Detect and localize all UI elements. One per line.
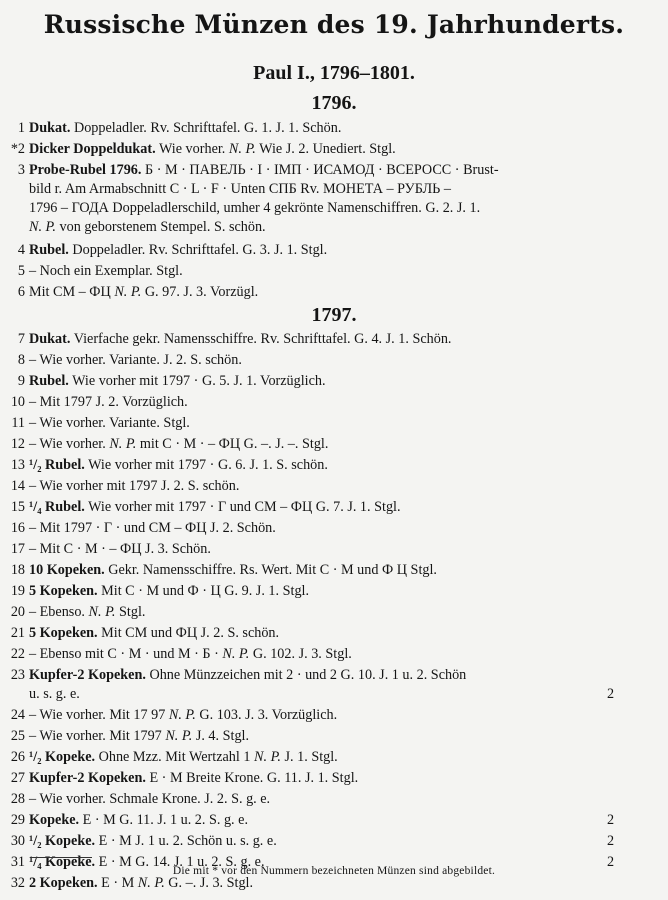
catalog-entry (0, 329, 668, 350)
entry-number: 16 (10, 520, 25, 536)
entry-description: – Wie vorher. (29, 436, 106, 452)
entry-description-cont: G. 102. J. 3. Stgl. (252, 646, 352, 662)
entry-number: 14 (10, 478, 25, 494)
coin-denomination: Rubel. (45, 457, 85, 473)
coin-denomination: Rubel. (29, 242, 69, 258)
entry-description: Wie vorher mit 1797 · Г und CM – ФЦ G. 7. J. 1. Stgl. (88, 499, 401, 515)
entry-number: 7 (17, 331, 25, 347)
denomination-fraction: ¹/₄ (29, 499, 42, 515)
entry-text (29, 139, 396, 160)
entry-text (29, 329, 451, 350)
entry-text (29, 392, 188, 413)
coin-denomination: Kopeke. (29, 812, 80, 828)
catalog-entry (0, 768, 668, 789)
entry-description: – Wie vorher. Mit 17 97 (29, 707, 166, 723)
catalog-entry (0, 518, 668, 539)
catalog-entry (0, 831, 668, 852)
entry-number: 12 (10, 436, 25, 452)
coin-denomination: 10 Kopeken. (29, 562, 105, 578)
entry-description: Б · М · ПАВЕЛЬ · I · IМП · ИСАМОД · ВСЕРОСС · Brust- (145, 162, 499, 178)
coin-denomination: Rubel. (45, 499, 85, 515)
denomination-fraction: ¹/₂ (29, 833, 42, 849)
abbrev-np: N. P. (254, 749, 281, 765)
abbrev-np: N. P. (88, 604, 116, 620)
page-title: Russische Münzen des 19. Jahrhunderts. (43, 10, 625, 39)
catalog-entry (0, 139, 668, 160)
coin-denomination: Kupfer-2 Kopeken. (29, 770, 146, 786)
coin-denomination: 5 Kopeken. (29, 583, 98, 599)
entry-number: 10 (10, 394, 25, 410)
entry-text (29, 768, 358, 789)
entry-text (29, 644, 352, 665)
entry-number: 23 (10, 667, 25, 683)
entry-text (29, 623, 279, 644)
entry-number: 24 (10, 707, 25, 723)
catalog-entry (0, 261, 668, 282)
entry-text (29, 350, 242, 371)
entry-description: Wie vorher mit 1797 · G. 5. J. 1. Vorzüglich. (72, 373, 326, 389)
coin-denomination: Kupfer-2 Kopeken. (29, 667, 146, 683)
entry-text (29, 455, 328, 476)
catalog-entry (0, 644, 668, 665)
entry-number: 30 (10, 833, 25, 849)
catalog-entry (0, 560, 668, 581)
entry-text (29, 518, 276, 539)
entry-text (29, 497, 401, 518)
denomination-fraction: ¹/₂ (29, 749, 42, 765)
entry-description: – Noch ein Exemplar. Stgl. (29, 263, 183, 279)
entry-description: E · M G. 11. J. 1 u. 2. S. g. e. (82, 812, 248, 828)
entry-number: 11 (11, 415, 25, 431)
entry-number: 32 (10, 875, 25, 891)
catalog-entry (0, 539, 668, 560)
catalog-entry (0, 747, 668, 768)
entry-number: 31 (10, 854, 25, 870)
coin-denomination: 5 Kopeken. (29, 625, 98, 641)
entry-number: 1 (17, 120, 25, 136)
denomination-fraction: ¹/₂ (29, 457, 42, 473)
entry-number: 27 (10, 770, 25, 786)
entry-number: 13 (10, 457, 25, 473)
abbrev-np: N. P. (29, 219, 56, 235)
abbrev-np: N. P. (114, 284, 142, 300)
catalog-entry (0, 118, 668, 139)
entry-text (29, 282, 258, 303)
denomination-fraction: ¹/₄ (29, 854, 42, 870)
entry-number: 4 (17, 242, 25, 258)
entry-text (29, 665, 466, 686)
entry-description: Mit CM und ФЦ J. 2. S. schön. (101, 625, 280, 641)
entry-text (29, 810, 248, 831)
catalog-entry (0, 455, 668, 476)
entry-text (29, 118, 341, 139)
entry-description: Gekr. Namensschiffre. Rs. Wert. Mit C · M und Ф Ц Stgl. (108, 562, 437, 578)
coin-denomination: Kopeke. (45, 749, 96, 765)
catalog-entry (0, 705, 668, 726)
entry-text (29, 789, 270, 810)
coin-denomination: Kopeke. (45, 833, 96, 849)
catalog-entry (0, 282, 668, 303)
entry-description: Ohne Mzz. Mit Wertzahl 1 (98, 749, 251, 765)
entry-text (29, 602, 145, 623)
price-value: 2 (607, 833, 615, 849)
entry-description: – Mit 1797 J. 2. Vorzüglich. (29, 394, 188, 410)
entry-description: Doppeladler. Rv. Schrifttafel. G. 1. J. 1. Schön. (73, 120, 342, 136)
price-value: 2 (607, 686, 615, 702)
entry-description: – Wie vorher mit 1797 J. 2. S. schön. (29, 478, 240, 494)
abbrev-np: N. P. (165, 728, 193, 744)
price-value: 2 (607, 812, 615, 828)
catalog-entry (0, 434, 668, 455)
entry-text (29, 581, 309, 602)
entry-description: – Ebenso mit C · M · und M · Б · (29, 646, 219, 662)
entry-description-cont: J. 4. Stgl. (195, 728, 250, 744)
coin-denomination: Kopeke. (45, 854, 96, 870)
entry-description-cont: J. 1. Stgl. (284, 749, 338, 765)
entry-text (29, 371, 326, 392)
entry-description: E · M J. 1 u. 2. Schön u. s. g. e. (98, 833, 277, 849)
catalog-entry (0, 602, 668, 623)
entry-description: Mit CM – ФЦ (29, 284, 111, 300)
entry-description-cont: mit C · M · – ФЦ G. –. J. –. Stgl. (139, 436, 329, 452)
entry-text (29, 240, 327, 261)
entry-text (29, 539, 211, 560)
entry-number: 3 (17, 162, 25, 178)
catalog-entry (0, 789, 668, 810)
entry-description-cont: G. –. J. 3. Stgl. (168, 875, 254, 891)
entry-number: 19 (10, 583, 25, 599)
section-title: Paul I., 1796–1801. (253, 62, 415, 84)
abbrev-np: N. P. (222, 646, 250, 662)
entry-description: E · M Breite Krone. G. 11. J. 1. Stgl. (149, 770, 359, 786)
coin-denomination: Dicker Doppeldukat. (29, 141, 156, 157)
entry-number: 26 (10, 749, 25, 765)
entry-description-cont: Stgl. (119, 604, 146, 620)
catalog-entry (0, 581, 668, 602)
entry-text (29, 726, 249, 747)
entry-number: 20 (10, 604, 25, 620)
entry-description: Wie vorher. (158, 141, 226, 157)
entries-1796 (0, 118, 668, 303)
entry-description: Vierfache gekr. Namensschiffre. Rv. Schrifttafel. G. 4. J. 1. Schön. (73, 331, 452, 347)
year-heading-1796: 1796. (311, 92, 357, 114)
coin-denomination: Dukat. (29, 331, 71, 347)
entry-description-line3: 1796 – ГОДА Doppeladlerschild, umher 4 gekrönte Namenschiffren. G. 2. J. 1. (29, 200, 481, 216)
catalog-entry (0, 371, 668, 392)
entry-number: 18 (10, 562, 25, 578)
entry-text (29, 560, 437, 581)
entry-description: – Mit 1797 · Г · und CM – ФЦ J. 2. Schön. (29, 520, 276, 536)
catalog-entry (0, 392, 668, 413)
entry-number: 28 (10, 791, 25, 807)
entry-text (29, 261, 183, 282)
entry-number: 17 (10, 541, 25, 557)
entry-number: 5 (17, 263, 25, 279)
catalog-entry (0, 726, 668, 747)
entry-number: 21 (10, 625, 25, 641)
footnote-rule (30, 857, 92, 858)
entry-text (29, 747, 338, 768)
entry-description: E · M G. 14. J. 1 u. 2. S. g. e. (98, 854, 265, 870)
entry-description-line4 (29, 217, 266, 238)
catalog-entry (0, 350, 668, 371)
coin-denomination: 2 Kopeken. (29, 875, 98, 891)
entry-text (29, 413, 190, 434)
entry-description: – Wie vorher. Mit 1797 (29, 728, 162, 744)
entry-description: – Mit C · M · – ФЦ J. 3. Schön. (29, 541, 211, 557)
entry-description-cont: von geborstenem Stempel. S. schön. (59, 219, 266, 235)
entry-description-cont: G. 103. J. 3. Vorzüglich. (199, 707, 338, 723)
year-heading-1797: 1797. (311, 304, 357, 326)
coin-denomination: Rubel. (29, 373, 69, 389)
entry-description: – Wie vorher. Variante. J. 2. S. schön. (29, 352, 242, 368)
entry-description-cont: G. 97. J. 3. Vorzügl. (144, 284, 259, 300)
entry-text (29, 434, 328, 455)
abbrev-np: N. P. (168, 707, 196, 723)
coin-denomination: Dukat. (29, 120, 71, 136)
catalog-entry (0, 497, 668, 518)
entry-number: 22 (10, 646, 25, 662)
entry-description: – Wie vorher. Schmale Krone. J. 2. S. g. e. (29, 791, 271, 807)
entry-description-line2: bild r. Am Armabschnitt C · L · F · Unten СПБ Rv. МОНЕТА – РУБЛЬ – (29, 181, 451, 197)
abbrev-np: N. P. (137, 875, 165, 891)
entry-number: 29 (10, 812, 25, 828)
entry-text (29, 160, 499, 181)
catalog-entry (0, 623, 668, 644)
entry-number: *2 (10, 141, 25, 157)
abbrev-np: N. P. (109, 436, 137, 452)
catalog-entry (0, 413, 668, 434)
entry-description: Wie vorher mit 1797 · G. 6. J. 1. S. schön. (88, 457, 328, 473)
catalog-entry (0, 240, 668, 261)
entries-1797 (0, 329, 668, 894)
entry-description: Doppeladler. Rv. Schrifttafel. G. 3. J. 1. Stgl. (72, 242, 328, 258)
catalog-entry (0, 476, 668, 497)
entry-text (29, 705, 337, 726)
catalog-entry (0, 665, 668, 705)
coin-denomination: Probe-Rubel 1796. (29, 162, 142, 178)
entry-number: 6 (17, 284, 25, 300)
entry-text (29, 831, 277, 852)
price-value: 2 (607, 854, 615, 870)
catalog-entry (0, 160, 668, 240)
entry-description-cont: Wie J. 2. Unediert. Stgl. (259, 141, 396, 157)
entry-number: 8 (17, 352, 25, 368)
entry-description: E · M (101, 875, 135, 891)
entry-description: Ohne Münzzeichen mit 2 · und 2 G. 10. J. 1 u. 2. Schön (149, 667, 467, 683)
footnote: Die mit * vor den Nummern bezeichneten Münzen sind abgebildet. (172, 865, 496, 877)
entry-description-line2: u. s. g. e. (29, 686, 80, 702)
abbrev-np: N. P. (228, 141, 256, 157)
catalog-entry (0, 810, 668, 831)
entry-number: 9 (17, 373, 25, 389)
entry-description: – Wie vorher. Variante. Stgl. (29, 415, 190, 431)
entry-number: 15 (10, 499, 25, 515)
entry-description: Mit C · M und Ф · Ц G. 9. J. 1. Stgl. (101, 583, 310, 599)
entry-description: – Ebenso. (29, 604, 85, 620)
entry-text (29, 476, 239, 497)
entry-number: 25 (10, 728, 25, 744)
